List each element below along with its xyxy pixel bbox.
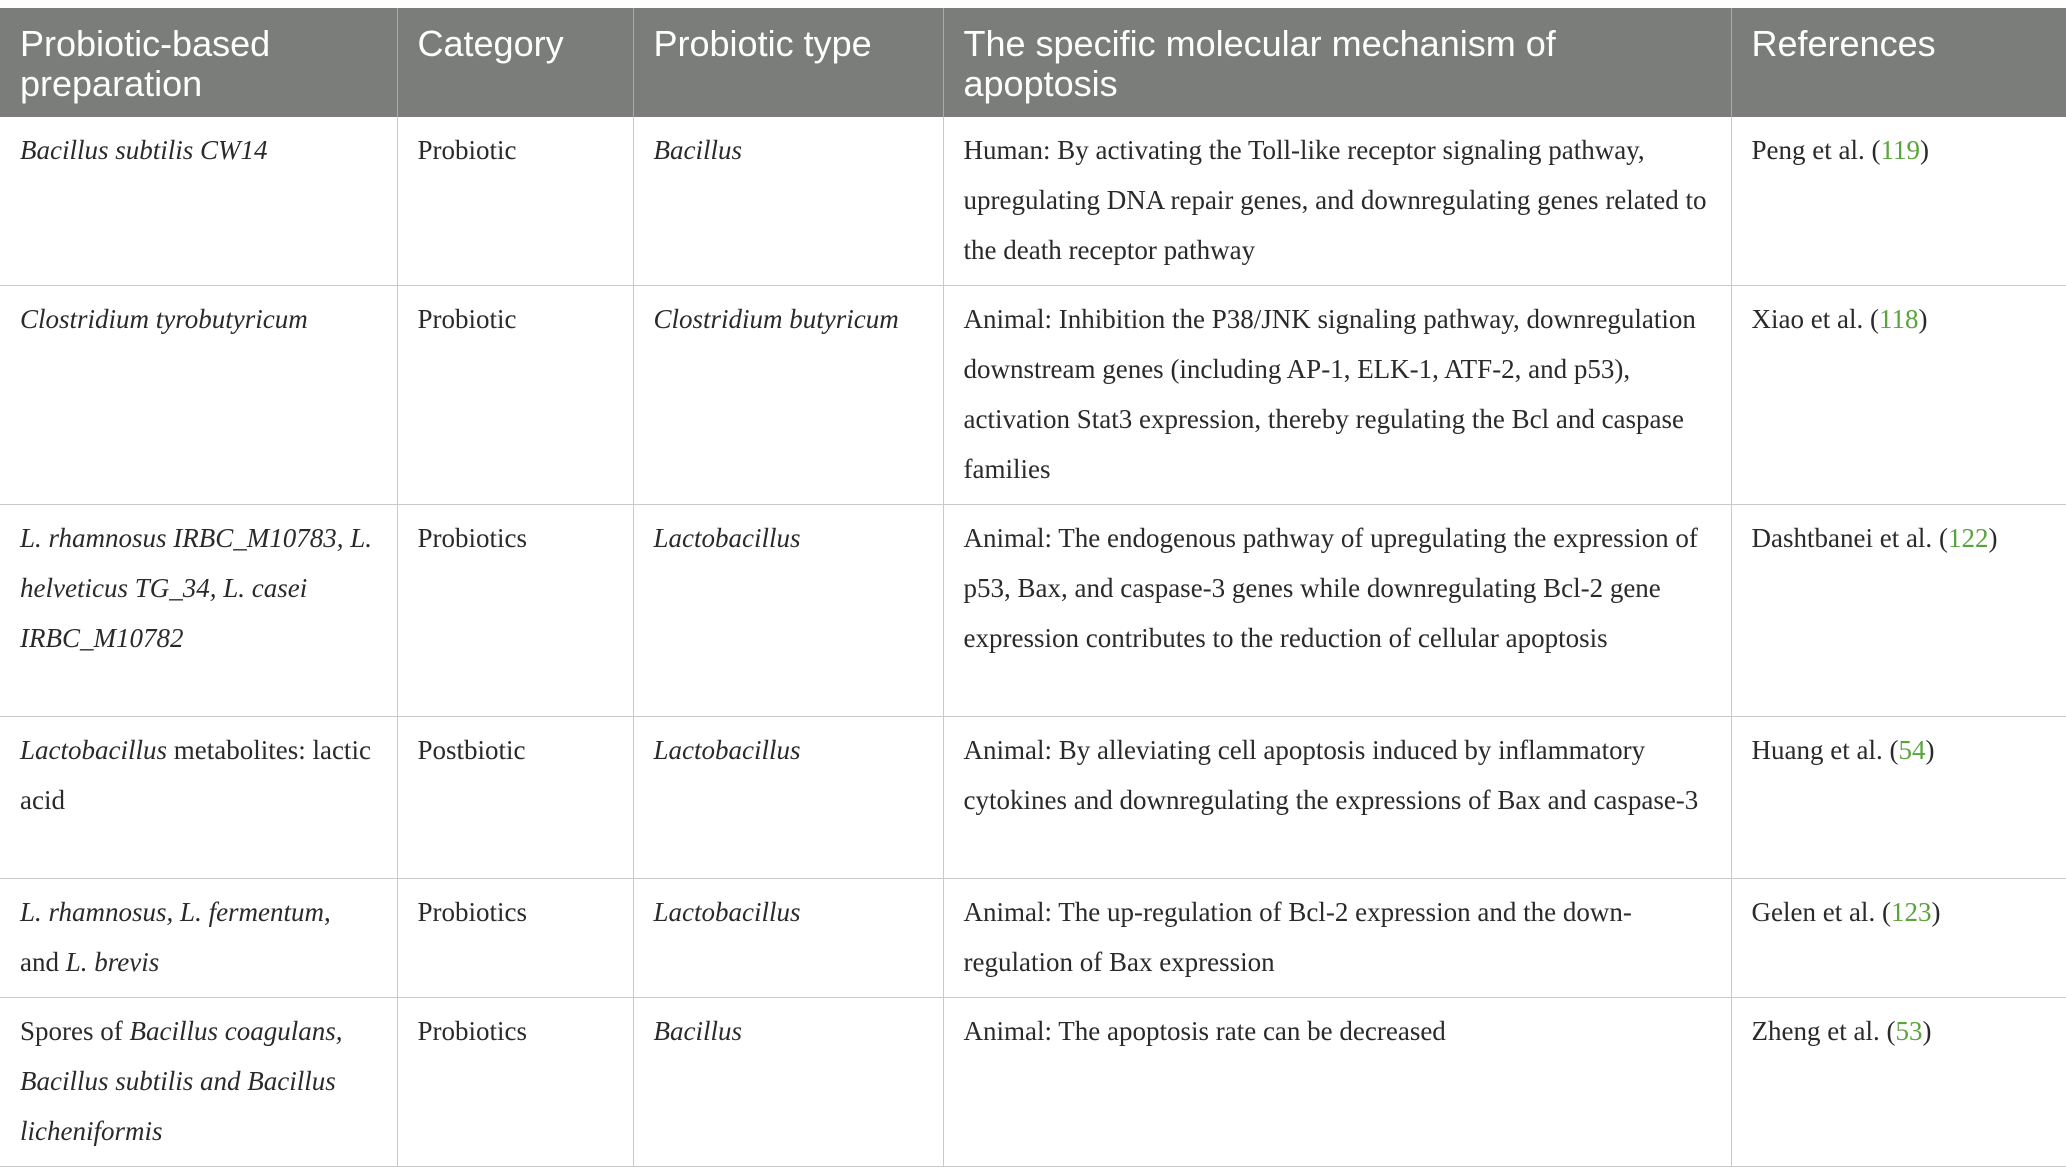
cell-mechanism: Animal: The up-regulation of Bcl-2 expression and the down-regulation of Bax expression	[943, 879, 1731, 998]
cell-category: Probiotics	[397, 998, 633, 1167]
table-row	[0, 879, 2066, 998]
reference-link[interactable]: 53	[1895, 1016, 1923, 1046]
cell-preparation	[0, 717, 397, 879]
cell-mechanism: Animal: The endogenous pathway of upregulating the expression of p53, Bax, and caspase-3 genes while downregulating Bcl-2 gene expression contributes to the reduction of cellular apoptosis	[943, 505, 1731, 717]
cell-category: Postbiotic	[397, 717, 633, 879]
reference-author: Peng et al.	[1751, 135, 1865, 165]
cell-reference: Peng et al. (119)	[1731, 117, 2066, 286]
reference-author: Dashtbanei et al.	[1751, 523, 1933, 553]
preparation-text-plain: , and	[20, 897, 331, 977]
cell-category: Probiotic	[397, 117, 633, 286]
cell-preparation	[0, 879, 397, 998]
cell-probiotic-type: Clostridium butyricum	[633, 286, 943, 505]
cell-probiotic-type: Lactobacillus	[633, 717, 943, 879]
header-row	[0, 8, 2066, 117]
preparation-text: Bacillus subtilis CW14	[20, 135, 268, 165]
reference-author: Huang et al.	[1751, 735, 1883, 765]
header-references: References	[1731, 8, 2066, 117]
cell-category: Probiotics	[397, 505, 633, 717]
table-header	[0, 8, 2066, 117]
cell-reference: Xiao et al. (118)	[1731, 286, 2066, 505]
preparation-text-italic: L. rhamnosus, L. fermentum	[20, 897, 325, 927]
cell-category: Probiotic	[397, 286, 633, 505]
cell-preparation	[0, 117, 397, 286]
reference-link[interactable]: 119	[1880, 135, 1920, 165]
reference-link[interactable]: 54	[1898, 735, 1926, 765]
cell-probiotic-type: Bacillus	[633, 998, 943, 1167]
cell-preparation	[0, 505, 397, 717]
cell-preparation	[0, 286, 397, 505]
header-category: Category	[397, 8, 633, 117]
cell-mechanism: Animal: The apoptosis rate can be decreased	[943, 998, 1731, 1167]
reference-link[interactable]: 122	[1947, 523, 1989, 553]
header-mechanism: The specific molecular mechanism of apoptosis	[943, 8, 1731, 117]
reference-author: Zheng et al.	[1751, 1016, 1880, 1046]
preparation-text: L. rhamnosus IRBC_M10783, L. helveticus TG_34, L. casei IRBC_M10782	[20, 523, 373, 653]
reference-author: Gelen et al.	[1751, 897, 1876, 927]
cell-reference: Gelen et al. (123)	[1731, 879, 2066, 998]
table-body	[0, 117, 2066, 1167]
preparation-text-italic: Lactobacillus	[20, 735, 167, 765]
reference-link[interactable]: 118	[1878, 304, 1919, 334]
preparation-text: Clostridium tyrobutyricum	[20, 304, 308, 334]
cell-mechanism: Animal: Inhibition the P38/JNK signaling pathway, downregulation downstream genes (including AP-1, ELK-1, ATF-2, and p53), activation Stat3 expression, thereby regulating the Bcl and caspase families	[943, 286, 1731, 505]
reference-author: Xiao et al.	[1751, 304, 1864, 334]
header-probiotic-type: Probiotic type	[633, 8, 943, 117]
table-row	[0, 505, 2066, 717]
cell-probiotic-type: Lactobacillus	[633, 879, 943, 998]
cell-probiotic-type: Lactobacillus	[633, 505, 943, 717]
preparation-text-italic: L. brevis	[65, 947, 160, 977]
reference-link[interactable]: 123	[1890, 897, 1932, 927]
probiotic-apoptosis-table	[0, 8, 2066, 1167]
cell-mechanism: Animal: By alleviating cell apoptosis induced by inflammatory cytokines and downregulating the expressions of Bax and caspase-3	[943, 717, 1731, 879]
table-row	[0, 717, 2066, 879]
cell-mechanism: Human: By activating the Toll-like receptor signaling pathway, upregulating DNA repair genes, and downregulating genes related to the death receptor pathway	[943, 117, 1731, 286]
header-preparation: Probiotic-based preparation	[0, 8, 397, 117]
cell-reference: Huang et al. (54)	[1731, 717, 2066, 879]
cell-reference: Dashtbanei et al. (122)	[1731, 505, 2066, 717]
cell-category: Probiotics	[397, 879, 633, 998]
cell-preparation	[0, 998, 397, 1167]
preparation-text-plain: Spores of	[20, 1016, 130, 1046]
cell-probiotic-type: Bacillus	[633, 117, 943, 286]
table-row	[0, 286, 2066, 505]
cell-reference: Zheng et al. (53)	[1731, 998, 2066, 1167]
preparation-text-italic: Bacillus coagulans, Bacillus subtilis and Bacillus licheniformis	[20, 1016, 343, 1146]
data-table-container	[0, 8, 2066, 1167]
preparation-text-plain: metabolites: lactic acid	[20, 735, 371, 815]
table-row	[0, 117, 2066, 286]
table-row	[0, 998, 2066, 1167]
